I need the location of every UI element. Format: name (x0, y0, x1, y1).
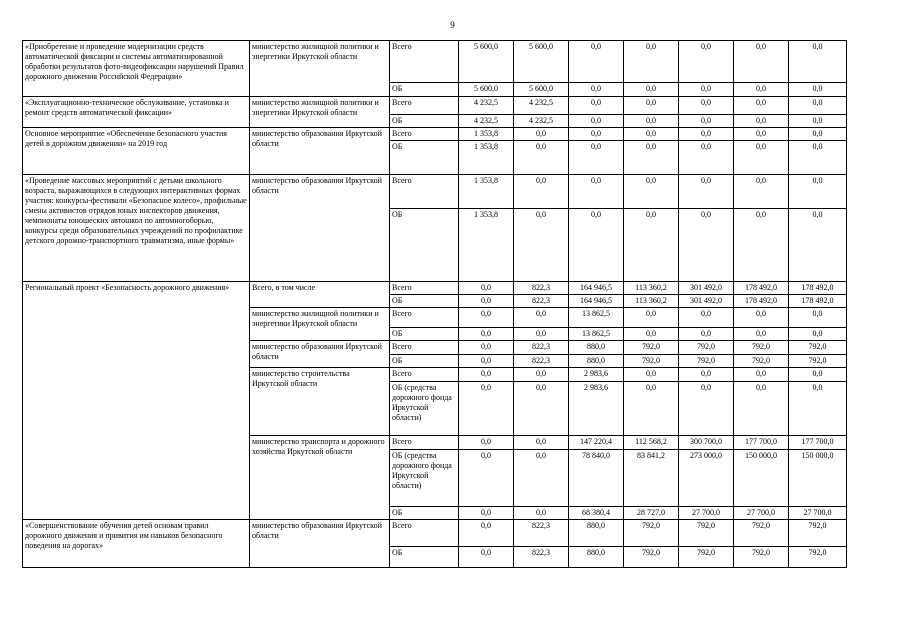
amount-cell: 0,0 (459, 341, 514, 355)
amount-cell: 792,0 (624, 355, 679, 368)
table-row (23, 97, 847, 115)
amount-cell: 178 492,0 (734, 295, 789, 308)
amount-cell: 4 232,5 (514, 97, 569, 115)
amount-cell: 0,0 (734, 368, 789, 382)
funding-source-cell: ОБ (390, 115, 459, 128)
amount-cell: 300 700,0 (679, 436, 734, 450)
table-row (23, 520, 847, 547)
amount-cell: 0,0 (624, 141, 679, 175)
amount-cell: 164 946,5 (569, 295, 624, 308)
amount-cell: 178 492,0 (734, 282, 789, 295)
amount-cell: 150 000,0 (789, 450, 847, 507)
funding-source-cell: ОБ (390, 209, 459, 282)
funding-source-cell: Всего (390, 41, 459, 83)
funding-source-cell: Всего (390, 175, 459, 209)
amount-cell: 0,0 (624, 115, 679, 128)
amount-cell: 13 862,5 (569, 308, 624, 328)
table-row (23, 175, 847, 209)
responsible-cell: министерство образования Иркутской области (250, 175, 390, 282)
amount-cell: 0,0 (679, 209, 734, 282)
amount-cell: 792,0 (789, 341, 847, 355)
amount-cell: 0,0 (624, 83, 679, 97)
amount-cell: 792,0 (734, 547, 789, 568)
amount-cell: 0,0 (789, 308, 847, 328)
amount-cell: 0,0 (514, 328, 569, 341)
amount-cell: 0,0 (514, 450, 569, 507)
amount-cell: 0,0 (569, 141, 624, 175)
amount-cell: 4 232,5 (459, 97, 514, 115)
amount-cell: 1 353,8 (459, 128, 514, 141)
amount-cell: 0,0 (624, 382, 679, 436)
amount-cell: 0,0 (734, 382, 789, 436)
responsible-cell: министерство образования Иркутской области (250, 520, 390, 568)
table-row (23, 41, 847, 83)
amount-cell: 177 700,0 (789, 436, 847, 450)
amount-cell: 0,0 (789, 175, 847, 209)
amount-cell: 2 983,6 (569, 382, 624, 436)
funding-source-cell: Всего (390, 341, 459, 355)
amount-cell: 0,0 (624, 175, 679, 209)
amount-cell: 822,3 (514, 295, 569, 308)
event-name-cell: Основное мероприятие «Обеспечение безопасного участия детей в дорожном движении» на 2019 год (23, 128, 250, 175)
amount-cell: 5 600,0 (514, 41, 569, 83)
amount-cell: 150 000,0 (734, 450, 789, 507)
page-number: 9 (450, 20, 455, 30)
amount-cell: 822,3 (514, 282, 569, 295)
amount-cell: 68 380,4 (569, 507, 624, 520)
amount-cell: 27 700,0 (679, 507, 734, 520)
amount-cell: 5 600,0 (459, 83, 514, 97)
amount-cell: 0,0 (789, 83, 847, 97)
amount-cell: 0,0 (459, 328, 514, 341)
amount-cell: 0,0 (679, 83, 734, 97)
amount-cell: 0,0 (734, 209, 789, 282)
responsible-cell: Всего, в том числе (250, 282, 390, 308)
amount-cell: 880,0 (569, 547, 624, 568)
amount-cell: 792,0 (679, 520, 734, 547)
amount-cell: 177 700,0 (734, 436, 789, 450)
amount-cell: 0,0 (624, 128, 679, 141)
amount-cell: 0,0 (789, 97, 847, 115)
amount-cell: 0,0 (514, 308, 569, 328)
amount-cell: 28 727,0 (624, 507, 679, 520)
amount-cell: 5 600,0 (459, 41, 514, 83)
amount-cell: 112 568,2 (624, 436, 679, 450)
amount-cell: 0,0 (734, 115, 789, 128)
amount-cell: 0,0 (734, 128, 789, 141)
event-name-cell: «Совершенствование обучения детей основам правил дорожного движения и привития им навыков безопасного поведения на дорогах» (23, 520, 250, 568)
amount-cell: 0,0 (514, 141, 569, 175)
amount-cell: 0,0 (679, 115, 734, 128)
funding-source-cell: ОБ (средства дорожного фонда Иркутской области) (390, 450, 459, 507)
funding-source-cell: Всего (390, 436, 459, 450)
amount-cell: 0,0 (514, 175, 569, 209)
amount-cell: 0,0 (679, 382, 734, 436)
amount-cell: 792,0 (734, 341, 789, 355)
funding-source-cell: Всего (390, 368, 459, 382)
funding-source-cell: ОБ (390, 141, 459, 175)
amount-cell: 792,0 (679, 547, 734, 568)
amount-cell: 792,0 (624, 547, 679, 568)
amount-cell: 0,0 (679, 328, 734, 341)
amount-cell: 0,0 (734, 97, 789, 115)
amount-cell: 0,0 (624, 368, 679, 382)
amount-cell: 880,0 (569, 341, 624, 355)
amount-cell: 1 353,8 (459, 209, 514, 282)
amount-cell: 0,0 (789, 382, 847, 436)
event-name-cell: Региональный проект «Безопасность дорожного движения» (23, 282, 250, 520)
amount-cell: 1 353,8 (459, 141, 514, 175)
amount-cell: 2 983,6 (569, 368, 624, 382)
amount-cell: 273 000,0 (679, 450, 734, 507)
funding-source-cell: Всего (390, 308, 459, 328)
amount-cell: 4 232,5 (514, 115, 569, 128)
amount-cell: 0,0 (459, 355, 514, 368)
amount-cell: 822,3 (514, 355, 569, 368)
event-name-cell: «Приобретение и проведение модернизации средств автоматической фиксации и системы автоматизированной обработки результатов фото-видеофиксации нарушений Правил дорожного движения Российской Федерации» (23, 41, 250, 97)
funding-source-cell: Всего (390, 520, 459, 547)
amount-cell: 0,0 (624, 97, 679, 115)
funding-source-cell: ОБ (390, 328, 459, 341)
amount-cell: 0,0 (734, 308, 789, 328)
amount-cell: 792,0 (734, 355, 789, 368)
amount-cell: 0,0 (459, 282, 514, 295)
amount-cell: 792,0 (679, 355, 734, 368)
amount-cell: 83 841,2 (624, 450, 679, 507)
amount-cell: 0,0 (514, 436, 569, 450)
amount-cell: 0,0 (734, 141, 789, 175)
funding-source-cell: ОБ (390, 83, 459, 97)
amount-cell: 822,3 (514, 520, 569, 547)
amount-cell: 0,0 (734, 328, 789, 341)
amount-cell: 5 600,0 (514, 83, 569, 97)
amount-cell: 0,0 (459, 308, 514, 328)
amount-cell: 0,0 (514, 128, 569, 141)
amount-cell: 0,0 (789, 328, 847, 341)
funding-source-cell: ОБ (390, 507, 459, 520)
amount-cell: 0,0 (569, 97, 624, 115)
amount-cell: 0,0 (679, 368, 734, 382)
amount-cell: 27 700,0 (789, 507, 847, 520)
amount-cell: 301 492,0 (679, 282, 734, 295)
amount-cell: 178 492,0 (789, 282, 847, 295)
amount-cell: 0,0 (789, 141, 847, 175)
funding-source-cell: ОБ (390, 355, 459, 368)
responsible-cell: министерство образования Иркутской области (250, 128, 390, 175)
amount-cell: 0,0 (789, 368, 847, 382)
amount-cell: 822,3 (514, 341, 569, 355)
responsible-cell: министерство транспорта и дорожного хозяйства Иркутской области (250, 436, 390, 520)
amount-cell: 0,0 (789, 128, 847, 141)
amount-cell: 0,0 (789, 209, 847, 282)
amount-cell: 1 353,8 (459, 175, 514, 209)
amount-cell: 0,0 (734, 83, 789, 97)
amount-cell: 0,0 (459, 368, 514, 382)
amount-cell: 0,0 (459, 507, 514, 520)
amount-cell: 0,0 (624, 41, 679, 83)
responsible-cell: министерство строительства Иркутской области (250, 368, 390, 436)
amount-cell: 792,0 (734, 520, 789, 547)
amount-cell: 13 862,5 (569, 328, 624, 341)
amount-cell: 0,0 (459, 547, 514, 568)
amount-cell: 0,0 (624, 308, 679, 328)
funding-source-cell: ОБ (средства дорожного фонда Иркутской области) (390, 382, 459, 436)
amount-cell: 0,0 (459, 295, 514, 308)
amount-cell: 0,0 (569, 209, 624, 282)
amount-cell: 113 360,2 (624, 282, 679, 295)
funding-source-cell: ОБ (390, 295, 459, 308)
amount-cell: 792,0 (679, 341, 734, 355)
amount-cell: 0,0 (734, 41, 789, 83)
amount-cell: 0,0 (569, 128, 624, 141)
amount-cell: 0,0 (514, 209, 569, 282)
amount-cell: 0,0 (569, 175, 624, 209)
amount-cell: 792,0 (789, 547, 847, 568)
amount-cell: 147 220,4 (569, 436, 624, 450)
amount-cell: 178 492,0 (789, 295, 847, 308)
amount-cell: 0,0 (569, 83, 624, 97)
event-name-cell: «Проведение массовых мероприятий с детьми школьного возраста, выражающихся в следующих интерактивных формах участия: конкурсы-фестивали «Безопасное колесо», профильные смены активистов отрядов юных инспекторов движения, чемпионаты юношеских автошкол по автомногоборью, конкурсы среди образовательных учреждений по профилактике детского дорожно-транспортного травматизма, иные формы» (23, 175, 250, 282)
amount-cell: 0,0 (789, 41, 847, 83)
funding-source-cell: ОБ (390, 547, 459, 568)
amount-cell: 0,0 (789, 115, 847, 128)
amount-cell: 0,0 (624, 209, 679, 282)
amount-cell: 880,0 (569, 355, 624, 368)
amount-cell: 0,0 (679, 141, 734, 175)
responsible-cell: министерство образования Иркутской области (250, 341, 390, 368)
responsible-cell: министерство жилищной политики и энергетики Иркутской области (250, 97, 390, 128)
amount-cell: 164 946,5 (569, 282, 624, 295)
amount-cell: 4 232,5 (459, 115, 514, 128)
amount-cell: 822,3 (514, 547, 569, 568)
budget-table (22, 40, 847, 568)
responsible-cell: министерство жилищной политики и энергетики Иркутской области (250, 41, 390, 97)
amount-cell: 27 700,0 (734, 507, 789, 520)
amount-cell: 0,0 (459, 382, 514, 436)
amount-cell: 0,0 (459, 520, 514, 547)
table-body (23, 41, 847, 568)
amount-cell: 113 360,2 (624, 295, 679, 308)
amount-cell: 792,0 (789, 355, 847, 368)
funding-source-cell: Всего (390, 97, 459, 115)
amount-cell: 0,0 (679, 308, 734, 328)
funding-source-cell: Всего (390, 282, 459, 295)
funding-source-cell: Всего (390, 128, 459, 141)
amount-cell: 0,0 (679, 97, 734, 115)
amount-cell: 0,0 (624, 328, 679, 341)
amount-cell: 0,0 (734, 175, 789, 209)
amount-cell: 0,0 (459, 436, 514, 450)
amount-cell: 0,0 (679, 41, 734, 83)
table-row (23, 128, 847, 141)
amount-cell: 78 840,0 (569, 450, 624, 507)
amount-cell: 792,0 (789, 520, 847, 547)
responsible-cell: министерство жилищной политики и энергетики Иркутской области (250, 308, 390, 341)
amount-cell: 0,0 (514, 382, 569, 436)
amount-cell: 0,0 (569, 41, 624, 83)
amount-cell: 880,0 (569, 520, 624, 547)
amount-cell: 0,0 (569, 115, 624, 128)
amount-cell: 792,0 (624, 341, 679, 355)
amount-cell: 792,0 (624, 520, 679, 547)
amount-cell: 0,0 (514, 368, 569, 382)
event-name-cell: «Эксплуатационно-техническое обслуживание, установка и ремонт средств автоматической фиксации» (23, 97, 250, 128)
amount-cell: 0,0 (679, 175, 734, 209)
table-row (23, 282, 847, 295)
amount-cell: 0,0 (459, 450, 514, 507)
amount-cell: 0,0 (679, 128, 734, 141)
amount-cell: 301 492,0 (679, 295, 734, 308)
amount-cell: 0,0 (514, 507, 569, 520)
